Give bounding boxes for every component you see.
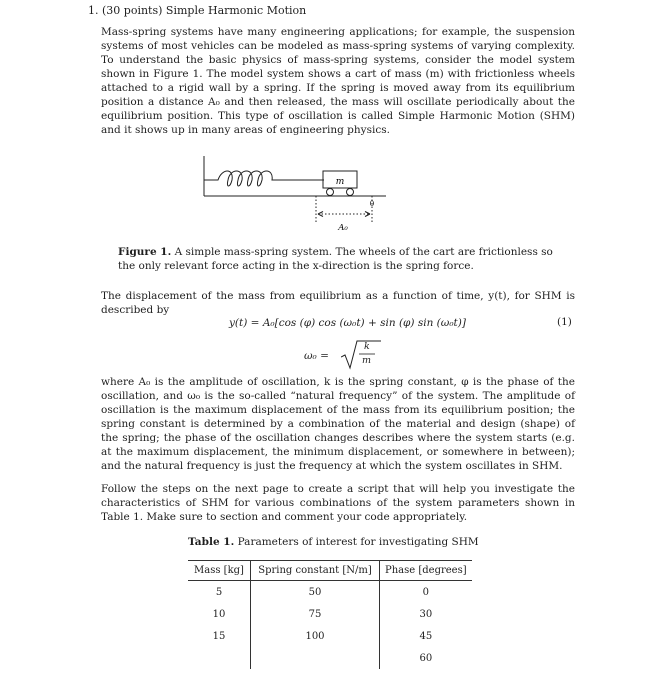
- mass-label: m: [335, 177, 345, 187]
- question-title: Simple Harmonic Motion: [165, 4, 307, 17]
- table-row: [188, 647, 472, 669]
- table-title-label: Table 1.: [188, 536, 235, 548]
- cell-mass: 5: [215, 586, 223, 598]
- cell-spring-constant: [251, 647, 380, 669]
- header-phase: Phase [degrees]: [380, 561, 472, 581]
- equation-displacement: y(t) = A₀[cos (φ) cos (ω₀t) + sin (φ) sin (ω₀t)]: [229, 317, 466, 329]
- table-title-text: Parameters of interest for investigating SHM: [237, 536, 479, 548]
- cell-mass: 10: [212, 608, 226, 620]
- figure-caption-text: A simple mass-spring system. The wheels of the cart are frictionless so the only relevant force acting in the x-direction is the spring force.: [118, 246, 553, 272]
- header-mass: Mass [kg]: [188, 561, 251, 581]
- header-spring-constant: Spring constant [N/m]: [251, 561, 380, 581]
- question-heading: [88, 4, 306, 18]
- cell-phase: 45: [380, 625, 472, 647]
- equation2-numerator: k: [364, 341, 370, 352]
- spring-coil: [204, 171, 324, 186]
- parameters-table: [188, 560, 472, 669]
- sqrt-sign: [341, 340, 381, 370]
- question-points: (30 points): [102, 4, 163, 17]
- table-row: [188, 625, 472, 647]
- question-number: 1.: [88, 4, 99, 17]
- equation-natural-frequency: [304, 340, 384, 370]
- figure-mass-spring: [200, 148, 400, 238]
- wheel-left: [327, 189, 334, 196]
- intro-paragraph: Mass-spring systems have many engineering applications; for example, the suspension systems of most vehicles can be modeled as mass-spring systems of varying complexity. To understand the basic physics of mass-spring systems, consider the model system shown in Figure 1. The model system shows a cart of mass (m) with frictionless wheels attached to a rigid wall by a spring. If the spring is moved away from its equilibrium position a distance A₀ and then released, the mass will oscillate periodically about the equilibrium position. This type of oscillation is called Simple Harmonic Motion (SHM) and it shows up in many areas of engineering physics.: [101, 26, 575, 136]
- cell-spring-constant: 50: [251, 581, 380, 604]
- table-row: [188, 581, 472, 604]
- equation-number: (1): [557, 316, 572, 328]
- zero-label: 0: [369, 200, 375, 208]
- figure-caption: [118, 245, 568, 273]
- equation2-lhs: ω₀ =: [304, 350, 329, 362]
- cell-mass: 15: [212, 630, 226, 642]
- instructions-paragraph: Follow the steps on the next page to create a script that will help you investigate the characteristics of SHM for various combinations of the system parameters shown in Table 1. Make sure to section and comment your code appropriately.: [101, 483, 575, 523]
- cell-spring-constant: 75: [251, 603, 380, 625]
- table-row: [188, 603, 472, 625]
- cell-phase: 0: [380, 581, 472, 604]
- table-title: [188, 535, 479, 549]
- cell-phase: 30: [380, 603, 472, 625]
- amplitude-label: A₀: [338, 223, 348, 233]
- definitions-paragraph: where A₀ is the amplitude of oscillation, k is the spring constant, φ is the phase of the oscillation, and ω₀ is the so-called “natural frequency” of the system. The amplitude of oscillation is the maximum displacement of the mass from its equilibrium position; the spring constant is determined by a combination of the material and design (shape) of the spring; the phase of the oscillation changes describes where the system starts (e.g. at the maximum displacement, the minimum displacement, or somewhere in between); and the natural frequency is just the frequency at which the system oscillates in SHM.: [101, 376, 575, 472]
- displacement-paragraph: The displacement of the mass from equilibrium as a function of time, y(t), for SHM is described by: [101, 290, 575, 316]
- cell-spring-constant: 100: [251, 625, 380, 647]
- wheel-right: [347, 189, 354, 196]
- table-header-row: [188, 561, 472, 581]
- figure-caption-label: Figure 1.: [118, 246, 172, 258]
- equation2-denominator: m: [362, 355, 372, 366]
- cell-mass: [188, 647, 251, 669]
- cell-phase: 60: [380, 647, 472, 669]
- mass-spring-diagram: [200, 148, 400, 238]
